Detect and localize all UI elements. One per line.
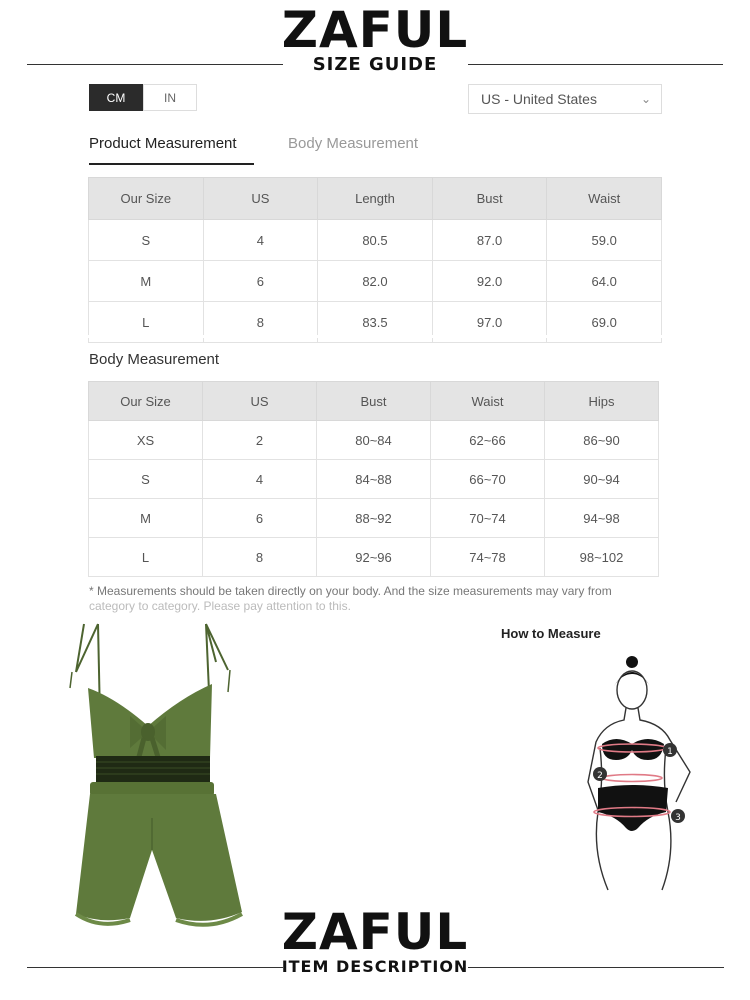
column-header: US xyxy=(203,178,318,220)
table-row xyxy=(89,261,662,302)
page-title: SIZE GUIDE xyxy=(312,54,438,75)
table-cell: 6 xyxy=(203,499,317,538)
table-cell: 64.0 xyxy=(547,261,662,302)
table-cell: S xyxy=(89,220,204,261)
column-header: Our Size xyxy=(89,382,203,421)
table-cell: 69.0 xyxy=(547,302,662,343)
table-scroll-cutoff xyxy=(88,335,662,338)
table-header-row xyxy=(89,382,659,421)
table-cell: 84~88 xyxy=(317,460,431,499)
table-cell: 86~90 xyxy=(545,421,659,460)
table-cell: XS xyxy=(89,421,203,460)
table-cell: 94~98 xyxy=(545,499,659,538)
table-row xyxy=(89,220,662,261)
column-header: Hips xyxy=(545,382,659,421)
active-tab-indicator xyxy=(89,163,254,165)
table-cell: 83.5 xyxy=(318,302,433,343)
table-cell: 8 xyxy=(203,302,318,343)
table-cell: 59.0 xyxy=(547,220,662,261)
table-cell: 8 xyxy=(203,538,317,577)
column-header: Waist xyxy=(431,382,545,421)
tab-product-measurement[interactable]: Product Measurement xyxy=(89,135,237,152)
body-measurement-table xyxy=(88,381,659,577)
table-cell: 4 xyxy=(203,220,318,261)
table-cell: 92.0 xyxy=(432,261,547,302)
note-line: * Measurements should be taken directly on your body. And the size measurements may vary from xyxy=(89,584,612,598)
marker-label: 1 xyxy=(667,747,673,757)
tab-body-measurement[interactable]: Body Measurement xyxy=(288,135,419,152)
brand-logo: ZAFUL xyxy=(281,1,469,59)
marker-label: 3 xyxy=(675,813,681,823)
table-cell: 92~96 xyxy=(317,538,431,577)
footer-brand-logo: ZAFUL xyxy=(281,903,469,961)
footer-section-title: ITEM DESCRIPTION xyxy=(281,957,469,976)
column-header: Bust xyxy=(317,382,431,421)
table-cell: L xyxy=(89,538,203,577)
table-cell: 6 xyxy=(203,261,318,302)
table-cell: 80~84 xyxy=(317,421,431,460)
how-to-measure-title: How to Measure xyxy=(501,626,601,641)
measurement-figure-illustration xyxy=(578,652,702,892)
note-line-faded: category to category. Please pay attention to this. xyxy=(89,599,351,613)
table-row xyxy=(89,538,659,577)
table-cell: M xyxy=(89,261,204,302)
column-header: Our Size xyxy=(89,178,204,220)
product-measurement-table xyxy=(88,177,662,343)
region-select[interactable] xyxy=(468,84,662,114)
column-header: US xyxy=(203,382,317,421)
table-row xyxy=(89,499,659,538)
body-measurement-title: Body Measurement xyxy=(89,351,220,368)
column-header: Bust xyxy=(432,178,547,220)
table-cell: S xyxy=(89,460,203,499)
unit-in-button[interactable]: IN xyxy=(143,84,197,111)
table-cell: 74~78 xyxy=(431,538,545,577)
chevron-down-icon: ⌄ xyxy=(640,92,651,106)
table-cell: 2 xyxy=(203,421,317,460)
marker-label: 2 xyxy=(597,771,603,781)
table-cell: 98~102 xyxy=(545,538,659,577)
table-cell: 66~70 xyxy=(431,460,545,499)
column-header: Waist xyxy=(547,178,662,220)
table-cell: 70~74 xyxy=(431,499,545,538)
table-cell: 4 xyxy=(203,460,317,499)
column-header: Length xyxy=(318,178,433,220)
table-cell: M xyxy=(89,499,203,538)
table-row xyxy=(89,421,659,460)
table-cell: 80.5 xyxy=(318,220,433,261)
measurement-note xyxy=(89,584,659,614)
table-cell: 82.0 xyxy=(318,261,433,302)
table-cell: 87.0 xyxy=(432,220,547,261)
table-cell: 90~94 xyxy=(545,460,659,499)
table-cell: L xyxy=(89,302,204,343)
table-cell: 88~92 xyxy=(317,499,431,538)
table-cell: 62~66 xyxy=(431,421,545,460)
region-select-value: US - United States xyxy=(481,91,597,107)
table-cell: 97.0 xyxy=(432,302,547,343)
table-row xyxy=(89,460,659,499)
product-image-romper xyxy=(60,618,260,936)
table-header-row xyxy=(89,178,662,220)
unit-cm-button[interactable]: CM xyxy=(89,84,143,111)
